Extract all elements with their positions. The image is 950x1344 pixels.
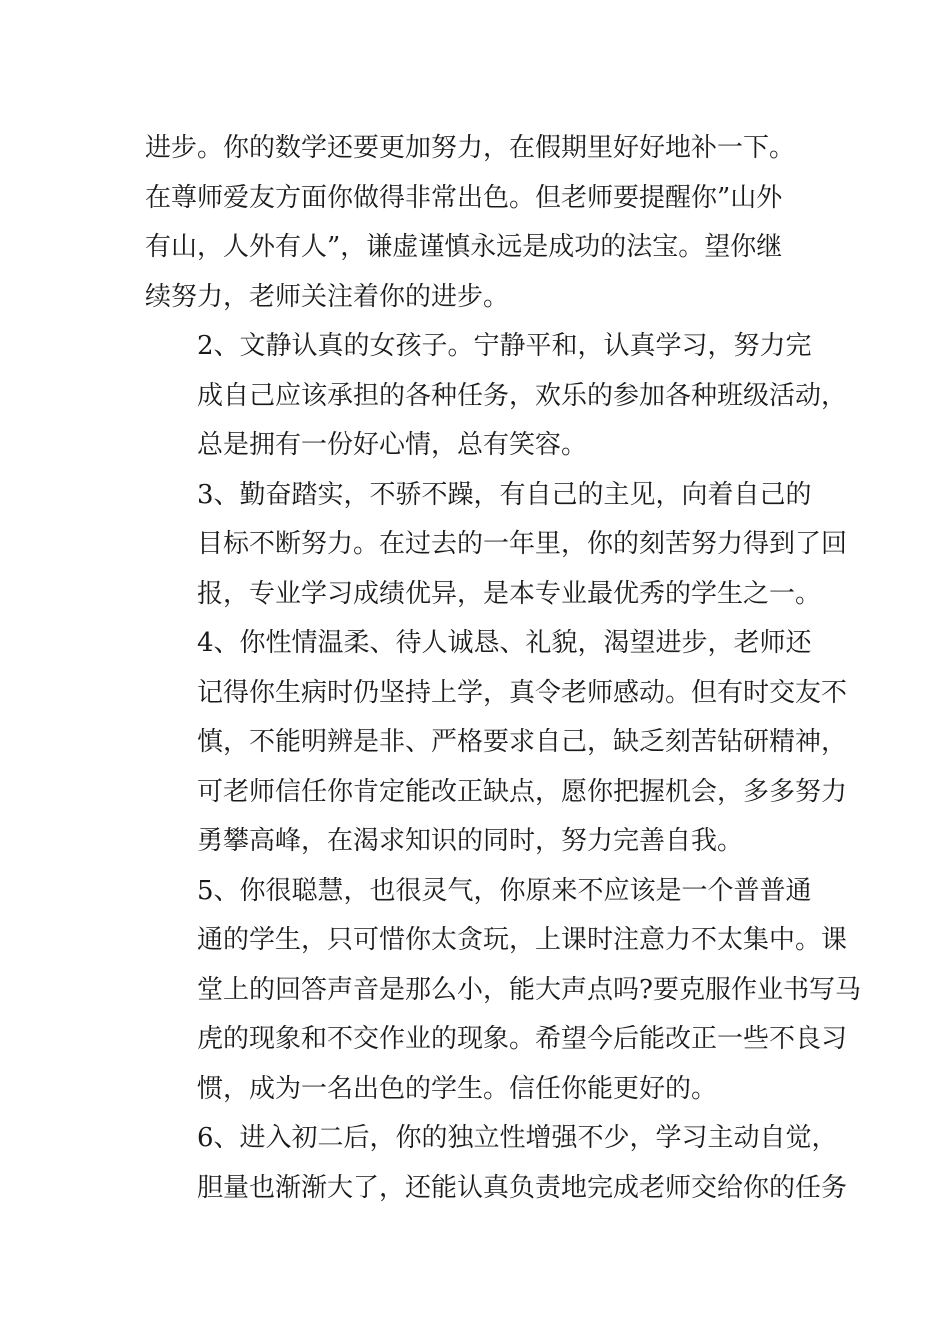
text-line: 通的学生，只可惜你太贪玩，上课时注意力不太集中。课	[197, 925, 848, 955]
text-line: 可老师信任你肯定能改正缺点，愿你把握机会，多多努力	[197, 776, 848, 807]
text-line: 惯，成为一名出色的学生。信任你能更好的。	[197, 1073, 718, 1104]
paragraph	[145, 867, 861, 1115]
text-line: 2、文静认真的女孩子。宁静平和，认真学习，努力完	[197, 331, 812, 361]
paragraph	[145, 322, 848, 471]
text-line: 4、你性情温柔、待人诚恳、礼貌，渴望进步，老师还	[197, 628, 812, 658]
paragraph	[145, 124, 835, 322]
text-line: 勇攀高峰，在渴求知识的同时，努力完善自我。	[197, 826, 744, 856]
text-line: 有山，人外有人”，谦虚谨慎永远是成功的法宝。望你继	[145, 232, 783, 262]
text-line: 慎，不能明辨是非、严格要求自己，缺乏刻苦钻研精神，	[197, 727, 848, 757]
document-body	[145, 124, 861, 1213]
paragraph	[145, 1114, 848, 1213]
text-line: 续努力，老师关注着你的进步。	[145, 281, 510, 312]
text-line: 3、勤奋踏实，不骄不躁，有自己的主见，向着自己的	[197, 479, 812, 510]
text-line: 胆量也渐渐大了，还能认真负责地完成老师交给你的任务	[197, 1172, 848, 1203]
text-line: 总是拥有一份好心情，总有笑容。	[197, 430, 588, 460]
paragraph	[145, 619, 848, 867]
text-line: 进步。你的数学还要更加努力，在假期里好好地补一下。	[145, 133, 796, 163]
text-line: 虎的现象和不交作业的现象。希望今后能改正一些不良习	[197, 1024, 848, 1054]
text-line: 在尊师爱友方面你做得非常出色。但老师要提醒你”山外	[145, 182, 783, 213]
text-line: 堂上的回答声音是那么小，能大声点吗?要克服作业书写马	[197, 974, 861, 1005]
text-line: 记得你生病时仍坚持上学，真令老师感动。但有时交友不	[197, 677, 848, 708]
text-line: 报，专业学习成绩优异，是本专业最优秀的学生之一。	[197, 578, 822, 609]
text-line: 目标不断努力。在过去的一年里，你的刻苦努力得到了回	[197, 529, 848, 559]
text-line: 5、你很聪慧，也很灵气，你原来不应该是一个普普通	[197, 875, 812, 906]
text-line: 成自己应该承担的各种任务，欢乐的参加各种班级活动，	[197, 380, 848, 411]
text-line: 6、进入初二后，你的独立性增强不少，学习主动自觉，	[197, 1123, 838, 1153]
paragraph	[145, 471, 848, 620]
